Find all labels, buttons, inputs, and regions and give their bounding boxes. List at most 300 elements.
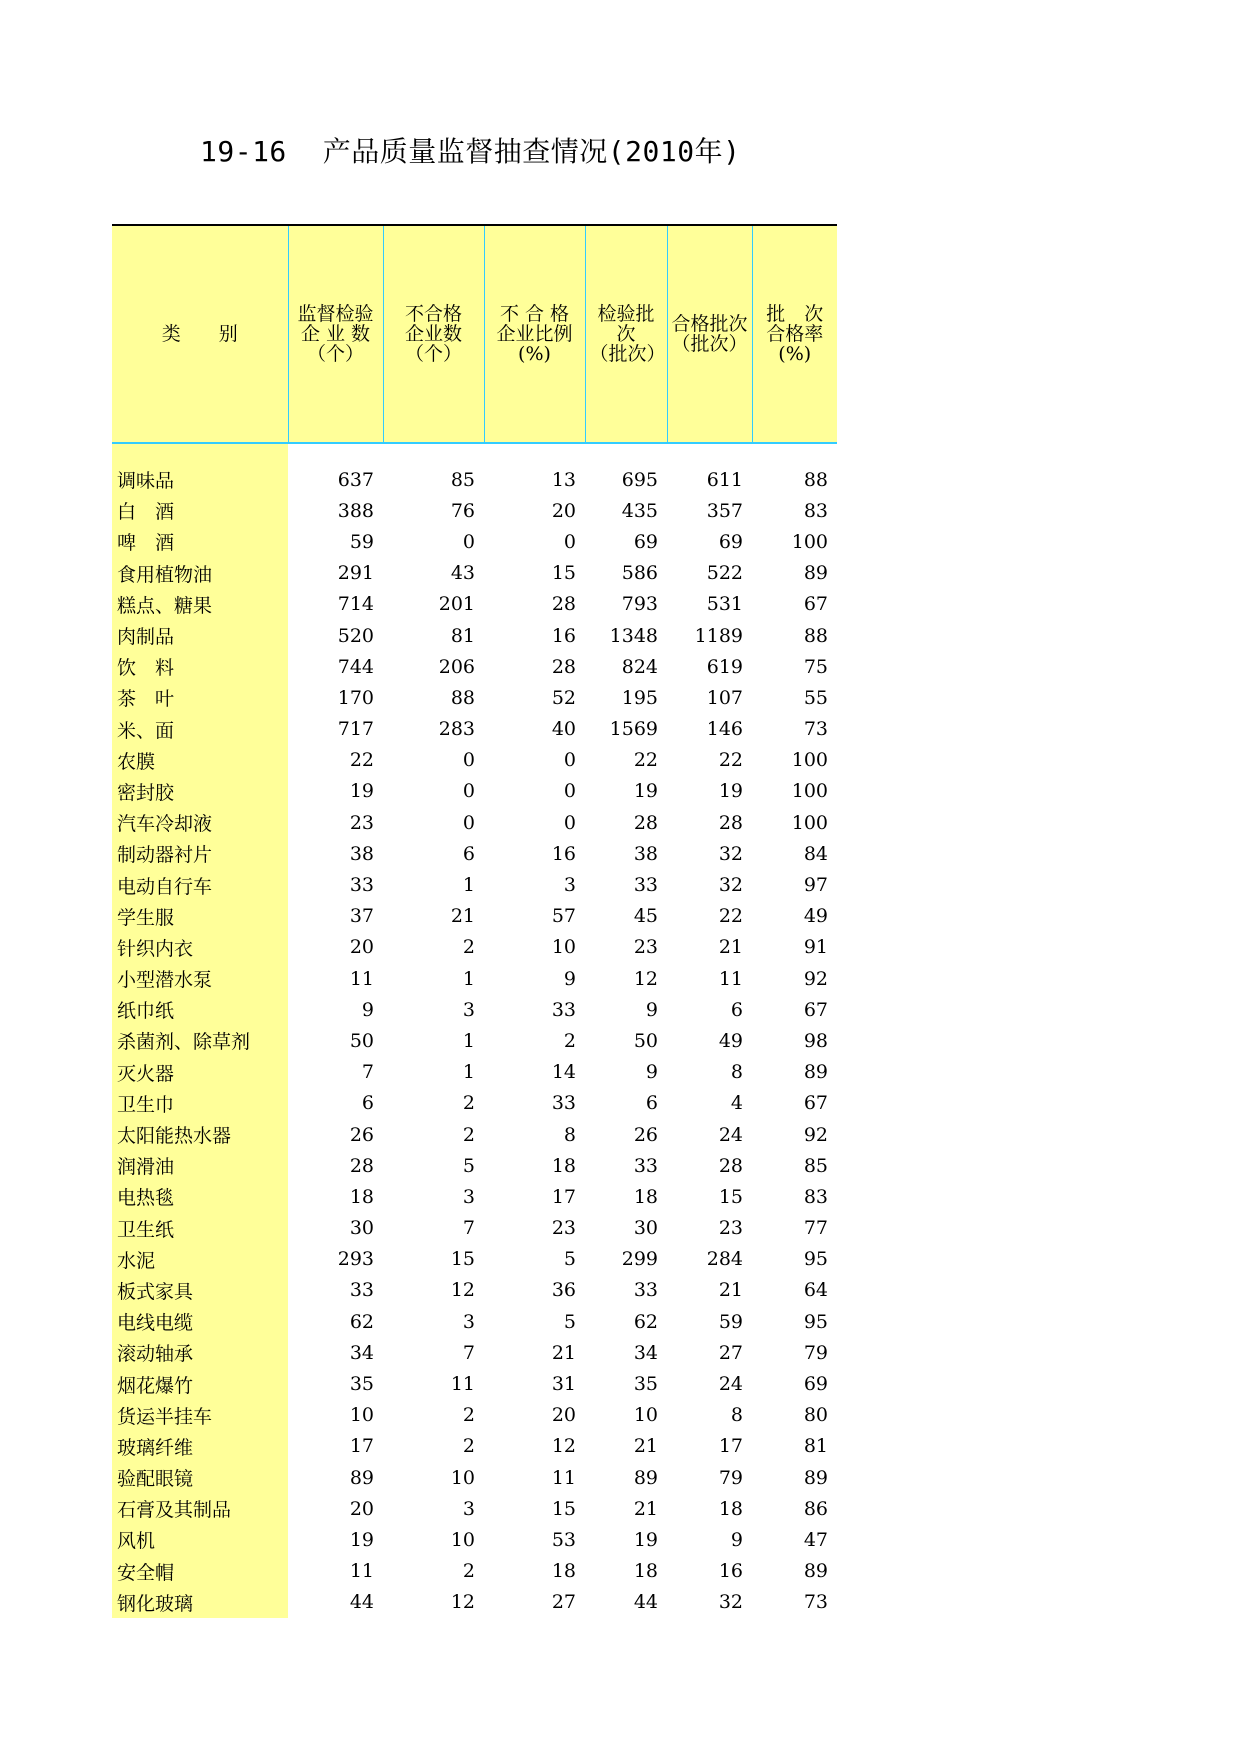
value-cell: 107 bbox=[706, 686, 743, 709]
table-row bbox=[112, 1057, 837, 1088]
header-category bbox=[112, 225, 288, 443]
value-cell: 33 bbox=[633, 1279, 658, 1302]
value-cell: 2 bbox=[462, 1092, 475, 1115]
table-row bbox=[112, 651, 837, 682]
value-cell: 10 bbox=[349, 1404, 374, 1427]
header-line: (%) bbox=[778, 343, 812, 365]
value-cell: 23 bbox=[718, 1217, 743, 1240]
value-cell: 33 bbox=[349, 874, 374, 897]
value-cell: 284 bbox=[706, 1248, 743, 1271]
table-row bbox=[112, 1213, 837, 1244]
value-cell: 100 bbox=[791, 811, 828, 834]
header-spacer-row bbox=[112, 443, 837, 464]
value-cell: 20 bbox=[551, 1404, 576, 1427]
value-cell: 95 bbox=[803, 1248, 828, 1271]
value-cell: 85 bbox=[803, 1154, 828, 1177]
value-cell: 12 bbox=[450, 1279, 475, 1302]
value-cell: 10 bbox=[551, 936, 576, 959]
table-row bbox=[112, 620, 837, 651]
value-cell: 32 bbox=[718, 842, 743, 865]
value-cell: 83 bbox=[803, 499, 828, 522]
value-cell: 44 bbox=[633, 1591, 658, 1614]
value-cell: 100 bbox=[791, 749, 828, 772]
value-cell: 19 bbox=[718, 780, 743, 803]
value-cell: 0 bbox=[462, 780, 475, 803]
value-cell: 97 bbox=[803, 874, 828, 897]
category-cell: 糕点、糖果 bbox=[112, 589, 288, 620]
value-cell: 23 bbox=[551, 1217, 576, 1240]
category-cell: 灭火器 bbox=[112, 1057, 288, 1088]
table-row bbox=[112, 1025, 837, 1056]
value-cell: 8 bbox=[730, 1061, 743, 1084]
header-line: （批次） bbox=[589, 343, 666, 365]
value-cell: 92 bbox=[803, 967, 828, 990]
value-cell: 98 bbox=[803, 1029, 828, 1052]
value-cell: 81 bbox=[803, 1435, 828, 1458]
category-cell: 啤 酒 bbox=[112, 526, 288, 557]
value-cell: 76 bbox=[450, 499, 475, 522]
value-cell: 170 bbox=[337, 686, 374, 709]
header-line: （批次） bbox=[671, 333, 748, 355]
value-cell: 3 bbox=[563, 874, 576, 897]
table-header bbox=[112, 225, 837, 443]
value-cell: 6 bbox=[730, 998, 743, 1021]
category-cell: 电动自行车 bbox=[112, 869, 288, 900]
category-cell: 纸巾纸 bbox=[112, 994, 288, 1025]
category-cell: 电线电缆 bbox=[112, 1306, 288, 1337]
value-cell: 28 bbox=[718, 1154, 743, 1177]
table-row bbox=[112, 589, 837, 620]
header-line: （个） bbox=[404, 343, 462, 365]
value-cell: 24 bbox=[718, 1123, 743, 1146]
category-cell: 润滑油 bbox=[112, 1150, 288, 1181]
value-cell: 30 bbox=[349, 1217, 374, 1240]
category-cell: 农膜 bbox=[112, 745, 288, 776]
table-row bbox=[112, 1524, 837, 1555]
header-line: 合格率 bbox=[766, 323, 824, 345]
value-cell: 18 bbox=[349, 1185, 374, 1208]
value-cell: 85 bbox=[450, 468, 475, 491]
table-row bbox=[112, 838, 837, 869]
value-cell: 15 bbox=[551, 1497, 576, 1520]
header-batch-pass-rate bbox=[752, 225, 837, 443]
value-cell: 28 bbox=[551, 655, 576, 678]
table-row bbox=[112, 714, 837, 745]
category-cell: 风机 bbox=[112, 1524, 288, 1555]
value-cell: 24 bbox=[718, 1373, 743, 1396]
value-cell: 34 bbox=[349, 1341, 374, 1364]
table-row bbox=[112, 1337, 837, 1368]
value-cell: 79 bbox=[803, 1341, 828, 1364]
value-cell: 26 bbox=[349, 1123, 374, 1146]
value-cell: 69 bbox=[633, 530, 658, 553]
category-cell: 制动器衬片 bbox=[112, 838, 288, 869]
category-cell: 太阳能热水器 bbox=[112, 1119, 288, 1150]
category-cell: 汽车冷却液 bbox=[112, 807, 288, 838]
table-row bbox=[112, 1431, 837, 1462]
value-cell: 38 bbox=[633, 842, 658, 865]
value-cell: 12 bbox=[551, 1435, 576, 1458]
value-cell: 75 bbox=[803, 655, 828, 678]
header-line: 不 合 格 bbox=[499, 303, 570, 325]
value-cell: 2 bbox=[462, 1123, 475, 1146]
table-row bbox=[112, 1587, 837, 1618]
value-cell: 38 bbox=[349, 842, 374, 865]
header-line: 类 别 bbox=[161, 323, 238, 345]
value-cell: 435 bbox=[621, 499, 658, 522]
value-cell: 62 bbox=[633, 1310, 658, 1333]
value-cell: 11 bbox=[450, 1373, 475, 1396]
value-cell: 89 bbox=[803, 1466, 828, 1489]
value-cell: 714 bbox=[337, 593, 374, 616]
table-row bbox=[112, 1306, 837, 1337]
value-cell: 793 bbox=[621, 593, 658, 616]
value-cell: 18 bbox=[633, 1185, 658, 1208]
value-cell: 3 bbox=[462, 1310, 475, 1333]
category-cell: 食用植物油 bbox=[112, 558, 288, 589]
value-cell: 20 bbox=[349, 1497, 374, 1520]
value-cell: 86 bbox=[803, 1497, 828, 1520]
category-cell: 密封胶 bbox=[112, 776, 288, 807]
value-cell: 50 bbox=[633, 1029, 658, 1052]
value-cell: 611 bbox=[706, 468, 743, 491]
table-row bbox=[112, 1275, 837, 1306]
category-cell: 学生服 bbox=[112, 901, 288, 932]
value-cell: 33 bbox=[551, 1092, 576, 1115]
value-cell: 13 bbox=[551, 468, 576, 491]
value-cell: 21 bbox=[718, 1279, 743, 1302]
value-cell: 22 bbox=[349, 749, 374, 772]
category-cell: 肉制品 bbox=[112, 620, 288, 651]
value-cell: 69 bbox=[803, 1373, 828, 1396]
value-cell: 35 bbox=[633, 1373, 658, 1396]
value-cell: 22 bbox=[718, 905, 743, 928]
category-cell: 针织内衣 bbox=[112, 932, 288, 963]
value-cell: 37 bbox=[349, 905, 374, 928]
value-cell: 91 bbox=[803, 936, 828, 959]
table-row bbox=[112, 1556, 837, 1587]
table-row bbox=[112, 1493, 837, 1524]
table-row bbox=[112, 901, 837, 932]
table-row bbox=[112, 1088, 837, 1119]
value-cell: 21 bbox=[633, 1497, 658, 1520]
header-line: 企业比例 bbox=[496, 323, 573, 345]
value-cell: 5 bbox=[563, 1310, 576, 1333]
value-cell: 100 bbox=[791, 530, 828, 553]
value-cell: 8 bbox=[730, 1404, 743, 1427]
value-cell: 17 bbox=[718, 1435, 743, 1458]
value-cell: 84 bbox=[803, 842, 828, 865]
value-cell: 18 bbox=[633, 1560, 658, 1583]
category-cell: 电热毯 bbox=[112, 1181, 288, 1212]
value-cell: 520 bbox=[337, 624, 374, 647]
value-cell: 49 bbox=[718, 1029, 743, 1052]
value-cell: 50 bbox=[349, 1029, 374, 1052]
table-row bbox=[112, 1150, 837, 1181]
value-cell: 34 bbox=[633, 1341, 658, 1364]
value-cell: 19 bbox=[633, 1528, 658, 1551]
value-cell: 49 bbox=[803, 905, 828, 928]
value-cell: 11 bbox=[551, 1466, 576, 1489]
table-row bbox=[112, 1400, 837, 1431]
value-cell: 10 bbox=[633, 1404, 658, 1427]
header-inspected-batches bbox=[585, 225, 667, 443]
value-cell: 9 bbox=[361, 998, 374, 1021]
value-cell: 9 bbox=[645, 998, 658, 1021]
header-line: 合格批次 bbox=[671, 313, 748, 335]
category-cell: 钢化玻璃 bbox=[112, 1587, 288, 1618]
value-cell: 22 bbox=[633, 749, 658, 772]
value-cell: 73 bbox=[803, 718, 828, 741]
value-cell: 146 bbox=[706, 718, 743, 741]
value-cell: 62 bbox=[349, 1310, 374, 1333]
value-cell: 27 bbox=[718, 1341, 743, 1364]
table-row bbox=[112, 558, 837, 589]
value-cell: 88 bbox=[803, 468, 828, 491]
value-cell: 2 bbox=[462, 936, 475, 959]
value-cell: 1348 bbox=[609, 624, 658, 647]
value-cell: 67 bbox=[803, 1092, 828, 1115]
value-cell: 3 bbox=[462, 1185, 475, 1208]
value-cell: 33 bbox=[551, 998, 576, 1021]
value-cell: 283 bbox=[438, 718, 475, 741]
value-cell: 11 bbox=[349, 1560, 374, 1583]
value-cell: 23 bbox=[349, 811, 374, 834]
category-cell: 茶 叶 bbox=[112, 682, 288, 713]
header-line: 企业数 bbox=[404, 323, 462, 345]
value-cell: 23 bbox=[633, 936, 658, 959]
category-cell: 卫生巾 bbox=[112, 1088, 288, 1119]
category-cell: 玻璃纤维 bbox=[112, 1431, 288, 1462]
category-cell: 安全帽 bbox=[112, 1556, 288, 1587]
value-cell: 17 bbox=[349, 1435, 374, 1458]
value-cell: 2 bbox=[462, 1435, 475, 1458]
value-cell: 0 bbox=[563, 780, 576, 803]
value-cell: 77 bbox=[803, 1217, 828, 1240]
value-cell: 744 bbox=[337, 655, 374, 678]
value-cell: 388 bbox=[337, 499, 374, 522]
value-cell: 1569 bbox=[609, 718, 658, 741]
value-cell: 0 bbox=[563, 811, 576, 834]
value-cell: 22 bbox=[718, 749, 743, 772]
value-cell: 28 bbox=[633, 811, 658, 834]
header-supervised-enterprises bbox=[288, 225, 383, 443]
header-line: 监督检验 bbox=[297, 303, 374, 325]
value-cell: 92 bbox=[803, 1123, 828, 1146]
table-title: 产品质量监督抽查情况(2010年) bbox=[322, 135, 741, 168]
table-row bbox=[112, 1368, 837, 1399]
value-cell: 7 bbox=[462, 1217, 475, 1240]
category-cell: 烟花爆竹 bbox=[112, 1368, 288, 1399]
value-cell: 33 bbox=[349, 1279, 374, 1302]
value-cell: 83 bbox=[803, 1185, 828, 1208]
value-cell: 20 bbox=[551, 499, 576, 522]
value-cell: 16 bbox=[551, 842, 576, 865]
header-line: 不合格 bbox=[404, 303, 462, 325]
value-cell: 299 bbox=[621, 1248, 658, 1271]
value-cell: 89 bbox=[803, 1560, 828, 1583]
value-cell: 18 bbox=[718, 1497, 743, 1520]
value-cell: 19 bbox=[633, 780, 658, 803]
value-cell: 81 bbox=[450, 624, 475, 647]
value-cell: 3 bbox=[462, 1497, 475, 1520]
category-cell: 调味品 bbox=[112, 464, 288, 495]
value-cell: 100 bbox=[791, 780, 828, 803]
header-unqualified-ratio bbox=[484, 225, 585, 443]
table-row bbox=[112, 963, 837, 994]
value-cell: 195 bbox=[621, 686, 658, 709]
category-cell: 水泥 bbox=[112, 1244, 288, 1275]
value-cell: 6 bbox=[361, 1092, 374, 1115]
value-cell: 26 bbox=[633, 1123, 658, 1146]
value-cell: 5 bbox=[563, 1248, 576, 1271]
value-cell: 6 bbox=[462, 842, 475, 865]
header-line: 批 次 bbox=[766, 303, 824, 325]
category-cell: 验配眼镜 bbox=[112, 1462, 288, 1493]
value-cell: 1 bbox=[462, 1029, 475, 1052]
value-cell: 21 bbox=[633, 1435, 658, 1458]
value-cell: 0 bbox=[563, 530, 576, 553]
value-cell: 291 bbox=[337, 562, 374, 585]
quality-inspection-table bbox=[112, 224, 837, 1618]
value-cell: 33 bbox=[633, 874, 658, 897]
table-row bbox=[112, 1119, 837, 1150]
category-cell: 白 酒 bbox=[112, 495, 288, 526]
category-cell: 杀菌剂、除草剂 bbox=[112, 1025, 288, 1056]
header-qualified-batches bbox=[667, 225, 752, 443]
table-row bbox=[112, 682, 837, 713]
value-cell: 36 bbox=[551, 1279, 576, 1302]
value-cell: 637 bbox=[337, 468, 374, 491]
category-cell: 小型潜水泵 bbox=[112, 963, 288, 994]
value-cell: 12 bbox=[450, 1591, 475, 1614]
value-cell: 5 bbox=[462, 1154, 475, 1177]
value-cell: 35 bbox=[349, 1373, 374, 1396]
value-cell: 717 bbox=[337, 718, 374, 741]
value-cell: 95 bbox=[803, 1310, 828, 1333]
value-cell: 11 bbox=[718, 967, 743, 990]
value-cell: 7 bbox=[361, 1061, 374, 1084]
value-cell: 1 bbox=[462, 1061, 475, 1084]
value-cell: 89 bbox=[349, 1466, 374, 1489]
value-cell: 21 bbox=[551, 1341, 576, 1364]
value-cell: 531 bbox=[706, 593, 743, 616]
value-cell: 30 bbox=[633, 1217, 658, 1240]
value-cell: 45 bbox=[633, 905, 658, 928]
value-cell: 79 bbox=[718, 1466, 743, 1489]
value-cell: 53 bbox=[551, 1528, 576, 1551]
value-cell: 9 bbox=[730, 1528, 743, 1551]
header-line: （个） bbox=[306, 343, 364, 365]
value-cell: 43 bbox=[450, 562, 475, 585]
table-row bbox=[112, 464, 837, 495]
value-cell: 33 bbox=[633, 1154, 658, 1177]
value-cell: 19 bbox=[349, 1528, 374, 1551]
value-cell: 3 bbox=[462, 998, 475, 1021]
value-cell: 201 bbox=[438, 593, 475, 616]
table-row bbox=[112, 1244, 837, 1275]
value-cell: 89 bbox=[633, 1466, 658, 1489]
value-cell: 206 bbox=[438, 655, 475, 678]
value-cell: 12 bbox=[633, 967, 658, 990]
header-line: (%) bbox=[518, 343, 551, 365]
table-row bbox=[112, 495, 837, 526]
value-cell: 28 bbox=[718, 811, 743, 834]
header-row bbox=[112, 225, 837, 443]
data-table-container bbox=[112, 224, 837, 1618]
value-cell: 0 bbox=[462, 811, 475, 834]
value-cell: 67 bbox=[803, 593, 828, 616]
value-cell: 9 bbox=[645, 1061, 658, 1084]
value-cell: 21 bbox=[450, 905, 475, 928]
value-cell: 1189 bbox=[694, 624, 743, 647]
value-cell: 52 bbox=[551, 686, 576, 709]
category-cell: 货运半挂车 bbox=[112, 1400, 288, 1431]
value-cell: 1 bbox=[462, 967, 475, 990]
value-cell: 59 bbox=[349, 530, 374, 553]
value-cell: 73 bbox=[803, 1591, 828, 1614]
table-row bbox=[112, 807, 837, 838]
value-cell: 17 bbox=[551, 1185, 576, 1208]
header-line: 次 bbox=[616, 323, 636, 345]
header-line: 企 业 数 bbox=[300, 323, 371, 345]
value-cell: 293 bbox=[337, 1248, 374, 1271]
table-row bbox=[112, 1181, 837, 1212]
value-cell: 8 bbox=[563, 1123, 576, 1146]
value-cell: 18 bbox=[551, 1154, 576, 1177]
category-cell: 石膏及其制品 bbox=[112, 1493, 288, 1524]
value-cell: 88 bbox=[803, 624, 828, 647]
value-cell: 2 bbox=[462, 1404, 475, 1427]
value-cell: 21 bbox=[718, 936, 743, 959]
value-cell: 15 bbox=[450, 1248, 475, 1271]
header-line: 检验批 bbox=[597, 303, 655, 325]
value-cell: 1 bbox=[462, 874, 475, 897]
table-row bbox=[112, 932, 837, 963]
value-cell: 19 bbox=[349, 780, 374, 803]
value-cell: 0 bbox=[563, 749, 576, 772]
category-cell: 饮 料 bbox=[112, 651, 288, 682]
value-cell: 67 bbox=[803, 998, 828, 1021]
value-cell: 7 bbox=[462, 1341, 475, 1364]
table-body bbox=[112, 443, 837, 1618]
value-cell: 59 bbox=[718, 1310, 743, 1333]
value-cell: 47 bbox=[803, 1528, 828, 1551]
value-cell: 357 bbox=[706, 499, 743, 522]
value-cell: 88 bbox=[450, 686, 475, 709]
value-cell: 32 bbox=[718, 1591, 743, 1614]
value-cell: 69 bbox=[718, 530, 743, 553]
value-cell: 2 bbox=[462, 1560, 475, 1583]
table-row bbox=[112, 526, 837, 557]
value-cell: 15 bbox=[718, 1185, 743, 1208]
category-cell: 滚动轴承 bbox=[112, 1337, 288, 1368]
value-cell: 9 bbox=[563, 967, 576, 990]
page-title bbox=[200, 130, 740, 170]
category-cell: 卫生纸 bbox=[112, 1213, 288, 1244]
category-cell: 板式家具 bbox=[112, 1275, 288, 1306]
table-row bbox=[112, 869, 837, 900]
value-cell: 27 bbox=[551, 1591, 576, 1614]
value-cell: 32 bbox=[718, 874, 743, 897]
value-cell: 16 bbox=[718, 1560, 743, 1583]
value-cell: 15 bbox=[551, 562, 576, 585]
table-number: 19-16 bbox=[200, 135, 287, 168]
value-cell: 28 bbox=[349, 1154, 374, 1177]
value-cell: 0 bbox=[462, 530, 475, 553]
value-cell: 4 bbox=[730, 1092, 743, 1115]
value-cell: 6 bbox=[645, 1092, 658, 1115]
